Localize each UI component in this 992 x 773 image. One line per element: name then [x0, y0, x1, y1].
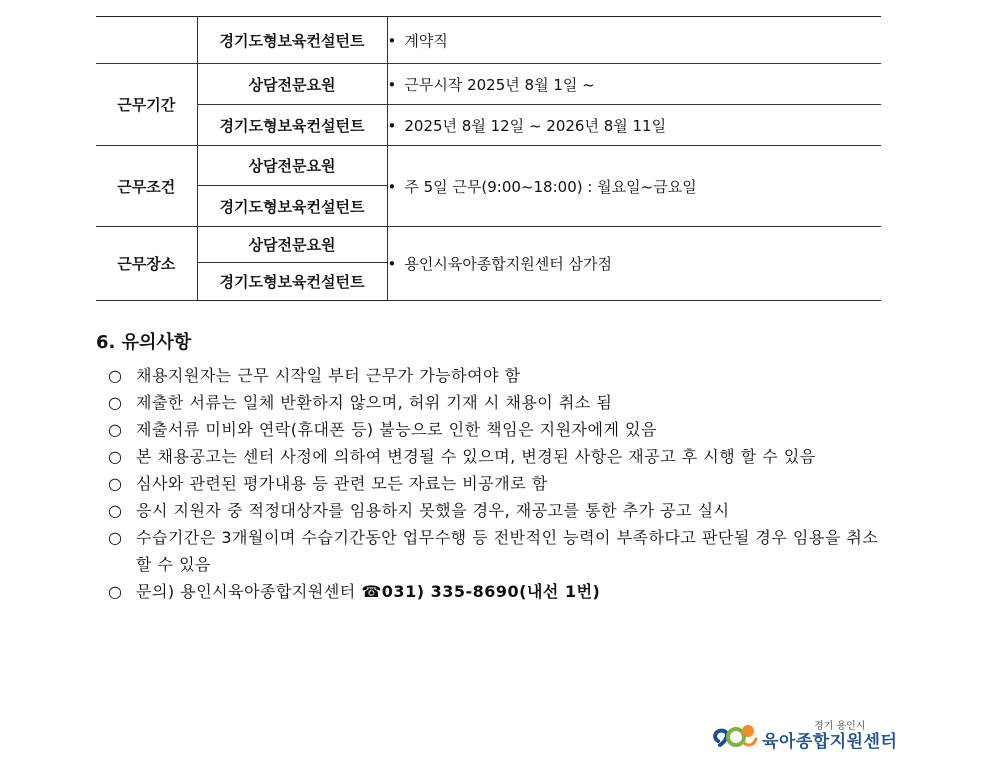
table-row — [96, 17, 881, 64]
contact-prefix: 문의) 용인시육아종합지원센터 — [136, 582, 356, 601]
table-row — [96, 105, 881, 146]
role-cell: 경기도형보육컨설턴트 — [197, 105, 387, 146]
detail-text: 주 5일 근무(9:00~18:00) : 월요일~금요일 — [404, 177, 697, 196]
list-item — [108, 443, 888, 470]
list-item — [108, 389, 888, 416]
note-text: 본 채용공고는 센터 사정에 의하여 변경될 수 있으며, 변경된 사항은 재공고 후 시행 할 수 있음 — [136, 447, 816, 466]
category-cell-conditions: 근무조건 — [96, 146, 197, 227]
bullet: • — [387, 116, 397, 135]
role-cell: 상담전문요원 — [197, 64, 387, 105]
note-text: 채용지원자는 근무 시작일 부터 근무가 가능하여야 함 — [136, 366, 521, 385]
logo-subtitle: 경기 용인시 — [814, 721, 866, 732]
circle-bullet: ○ — [108, 528, 122, 547]
note-text: 수습기간은 3개월이며 수습기간동안 업무수행 등 전반적인 능력이 부족하다고 판단될 경우 임용을 취소할 수 있음 — [136, 528, 879, 574]
circle-bullet: ○ — [108, 393, 122, 412]
role-cell: 상담전문요원 — [197, 146, 387, 186]
circle-bullet: ○ — [108, 501, 122, 520]
detail-text: 용인시육아종합지원센터 삼가점 — [404, 255, 612, 273]
detail-cell — [387, 64, 881, 105]
section-title: 6. 유의사항 — [96, 332, 192, 353]
detail-cell — [387, 105, 881, 146]
role-cell: 경기도형보육컨설턴트 — [197, 263, 387, 301]
employment-info-table — [96, 16, 881, 301]
detail-cell — [387, 146, 881, 227]
logo-title: 육아종합지원센터 — [762, 732, 898, 752]
logo-text — [762, 722, 897, 751]
category-cell-period: 근무기간 — [96, 64, 197, 146]
circle-bullet: ○ — [108, 366, 122, 385]
table-row — [96, 227, 881, 263]
role-cell: 경기도형보육컨설턴트 — [197, 17, 387, 64]
detail-text: 2025년 8월 12일 ~ 2026년 8월 11일 — [404, 116, 667, 135]
center-logo — [710, 715, 897, 751]
list-item — [108, 362, 888, 389]
detail-cell — [387, 227, 881, 301]
circle-bullet: ○ — [108, 420, 122, 439]
detail-text: 근무시작 2025년 8월 1일 ~ — [404, 75, 595, 94]
note-text: 응시 지원자 중 적정대상자를 임용하지 못했을 경우, 재공고를 통한 추가 공고 실시 — [136, 501, 730, 520]
note-text: 심사와 관련된 평가내용 등 관련 모든 자료는 비공개로 함 — [136, 474, 548, 493]
list-item — [108, 497, 888, 524]
notes-list — [108, 362, 888, 605]
bullet: • — [387, 177, 397, 196]
note-text: 제출한 서류는 일체 반환하지 않으며, 허위 기재 시 채용이 취소 됨 — [136, 393, 613, 412]
contact-item — [108, 578, 888, 605]
category-cell-location: 근무장소 — [96, 227, 197, 301]
detail-cell — [387, 17, 881, 64]
phone-number: 031) 335-8690(내선 1번) — [381, 582, 601, 601]
bullet: • — [387, 31, 397, 50]
bullet: • — [387, 75, 397, 94]
circle-bullet: ○ — [108, 447, 122, 466]
role-cell: 경기도형보육컨설턴트 — [197, 186, 387, 227]
logo-icon — [710, 719, 758, 751]
list-item — [108, 524, 888, 578]
table-row — [96, 146, 881, 186]
contact-text — [136, 578, 888, 605]
table-cell-empty — [96, 17, 197, 64]
list-item — [108, 470, 888, 497]
bullet: • — [387, 255, 397, 273]
table-row — [96, 64, 881, 105]
role-cell: 상담전문요원 — [197, 227, 387, 263]
circle-bullet: ○ — [108, 474, 122, 493]
phone-icon: ☎ — [361, 582, 382, 601]
circle-bullet: ○ — [108, 582, 122, 601]
list-item — [108, 416, 888, 443]
note-text: 제출서류 미비와 연락(휴대폰 등) 불능으로 인한 책임은 지원자에게 있음 — [136, 420, 657, 439]
detail-text: 계약직 — [404, 31, 448, 50]
